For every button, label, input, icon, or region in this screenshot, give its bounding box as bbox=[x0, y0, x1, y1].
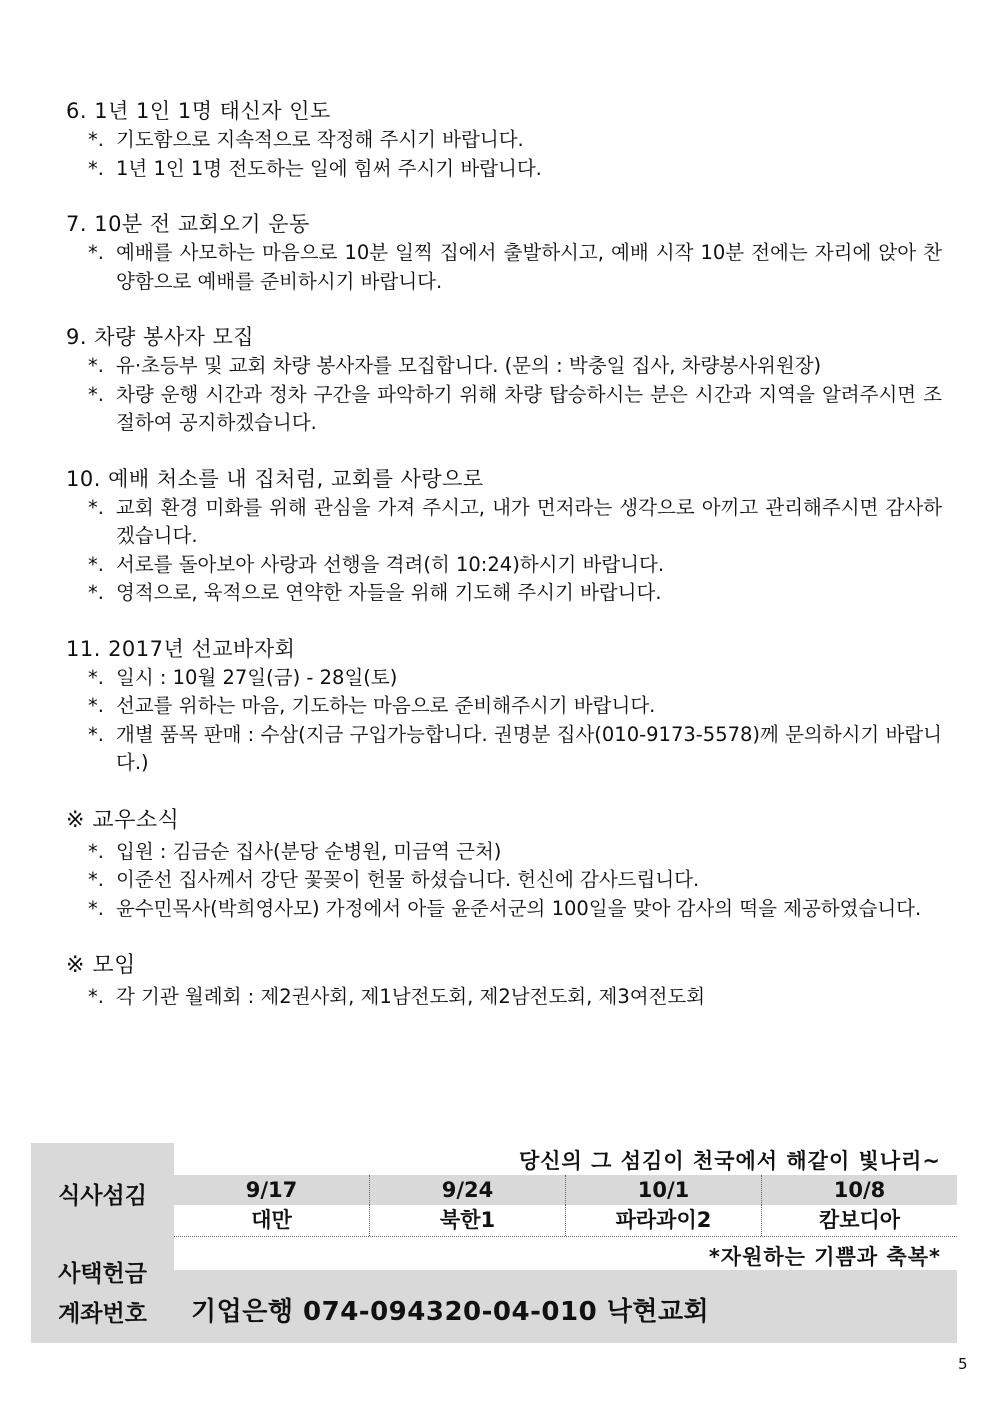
schedule-nations-row bbox=[174, 1205, 957, 1237]
schedule-date: 9/17 bbox=[245, 1178, 298, 1202]
section-early-arrival bbox=[66, 209, 942, 296]
bullet-marker: *. bbox=[88, 552, 104, 576]
list-item: *. 윤수민목사(박희영사모) 가정에서 아들 윤준서군의 100일을 맞아 감사의 떡을 제공하였습니다. bbox=[66, 895, 942, 924]
section-heading: 6. 1년 1인 1명 태신자 인도 bbox=[66, 99, 331, 123]
list-item: *. 차량 운행 시간과 정차 구간을 파악하기 위해 차량 탑승하시는 분은 시간과 지역을 알려주시면 조절하여 공지하겠습니다. bbox=[88, 382, 942, 434]
bullet-marker: *. bbox=[88, 241, 104, 264]
list-item: *. 예배를 사모하는 마음으로 10분 일찍 집에서 출발하시고, 예배 시작 10분 전에는 자리에 앉아 찬양함으로 예배를 준비하시기 바랍니다. bbox=[88, 241, 942, 293]
footer-motto: 당신의 그 섬김이 천국에서 해같이 빛나리~ bbox=[518, 1149, 941, 1173]
bullet-marker: *. bbox=[88, 985, 104, 1008]
bullet-marker: *. bbox=[88, 839, 104, 863]
schedule-nation: 북한1 bbox=[369, 1205, 565, 1236]
bullet-marker: *. bbox=[88, 382, 104, 406]
bullet-marker: *. bbox=[88, 495, 104, 519]
schedule-nation: 캄보디아 bbox=[761, 1205, 957, 1236]
list-item: *. 영적으로, 육적으로 연약한 자들을 위해 기도해 주시기 바랍니다. bbox=[66, 579, 942, 608]
section-heading: 11. 2017년 선교바자회 bbox=[66, 636, 296, 661]
bullet-marker: *. bbox=[88, 354, 104, 377]
list-item: *. 일시 : 10월 27일(금) - 28일(토) bbox=[66, 664, 942, 693]
section-church-care bbox=[66, 464, 942, 608]
list-item: *. 선교를 위하는 마음, 기도하는 마음으로 준비해주시기 바랍니다. bbox=[66, 692, 942, 721]
notice-heading: ※ 교우소식 bbox=[66, 807, 180, 833]
schedule-date: 10/1 bbox=[565, 1175, 761, 1205]
bullet-marker: *. bbox=[88, 128, 104, 151]
section-member-news bbox=[66, 804, 942, 924]
bullet-marker: *. bbox=[88, 722, 104, 746]
meal-schedule-panel bbox=[174, 1143, 957, 1270]
section-evangelism bbox=[66, 96, 942, 183]
schedule-dates-row bbox=[174, 1175, 957, 1205]
schedule-date: 9/24 bbox=[369, 1175, 565, 1205]
list-item: *. 교회 환경 미화를 위해 관심을 가져 주시고, 내가 먼저라는 생각으로 아끼고 관리해주시면 감사하겠습니다. bbox=[88, 495, 942, 547]
list-item: *. 입원 : 김금순 집사(분당 순병원, 미금역 근처) bbox=[66, 838, 942, 867]
schedule-date: 10/8 bbox=[761, 1175, 957, 1205]
announcements bbox=[66, 96, 942, 1038]
account-label: 계좌번호 bbox=[58, 1301, 147, 1327]
bullet-marker: *. bbox=[88, 156, 104, 180]
bullet-marker: *. bbox=[88, 665, 104, 689]
bullet-marker: *. bbox=[88, 694, 104, 717]
section-heading: 7. 10분 전 교회오기 운동 bbox=[66, 212, 310, 236]
list-item: *. 기도함으로 지속적으로 작정해 주시기 바랍니다. bbox=[66, 126, 942, 155]
meal-service-label: 식사섬김 bbox=[58, 1183, 147, 1209]
section-heading: 10. 예배 처소를 내 집처럼, 교회를 사랑으로 bbox=[66, 466, 484, 491]
bullet-marker: *. bbox=[88, 868, 104, 891]
bank-account: 기업은행 074-094320-04-010 낙현교회 bbox=[191, 1297, 710, 1327]
section-mission-bazaar bbox=[66, 634, 942, 778]
list-item: *. 각 기관 월례회 : 제2권사회, 제1남전도회, 제2남전도회, 제3여전도회 bbox=[66, 983, 942, 1012]
offering-label: 사택헌금 bbox=[58, 1261, 147, 1287]
section-vehicle-volunteers bbox=[66, 322, 942, 438]
section-meetings bbox=[66, 949, 942, 1012]
schedule-nation: 파라과이2 bbox=[565, 1205, 761, 1236]
notice-heading: ※ 모임 bbox=[66, 953, 136, 978]
bullet-marker: *. bbox=[88, 581, 104, 604]
list-item: *. 이준선 집사께서 강단 꽃꽂이 헌물 하셨습니다. 헌신에 감사드립니다. bbox=[66, 866, 942, 895]
service-footer bbox=[31, 1143, 957, 1343]
bullet-marker: *. bbox=[88, 896, 104, 920]
offering-tagline: *자원하는 기쁨과 축복* bbox=[708, 1245, 941, 1269]
list-item: *. 개별 품목 판매 : 수삼(지금 구입가능합니다. 권명분 집사(010-9173-5578)께 문의하시기 바랍니다.) bbox=[88, 722, 942, 774]
schedule-nation: 대만 bbox=[251, 1208, 292, 1232]
list-item: *. 1년 1인 1명 전도하는 일에 힘써 주시기 바랍니다. bbox=[66, 155, 942, 184]
list-item: *. 서로를 돌아보아 사랑과 선행을 격려(히 10:24)하시기 바랍니다. bbox=[66, 551, 942, 580]
list-item: *. 유·초등부 및 교회 차량 봉사자를 모집합니다. (문의 : 박충일 집사, 차량봉사위원장) bbox=[66, 352, 942, 381]
section-heading: 9. 차량 봉사자 모집 bbox=[66, 325, 255, 349]
page-number: 5 bbox=[958, 1355, 968, 1373]
